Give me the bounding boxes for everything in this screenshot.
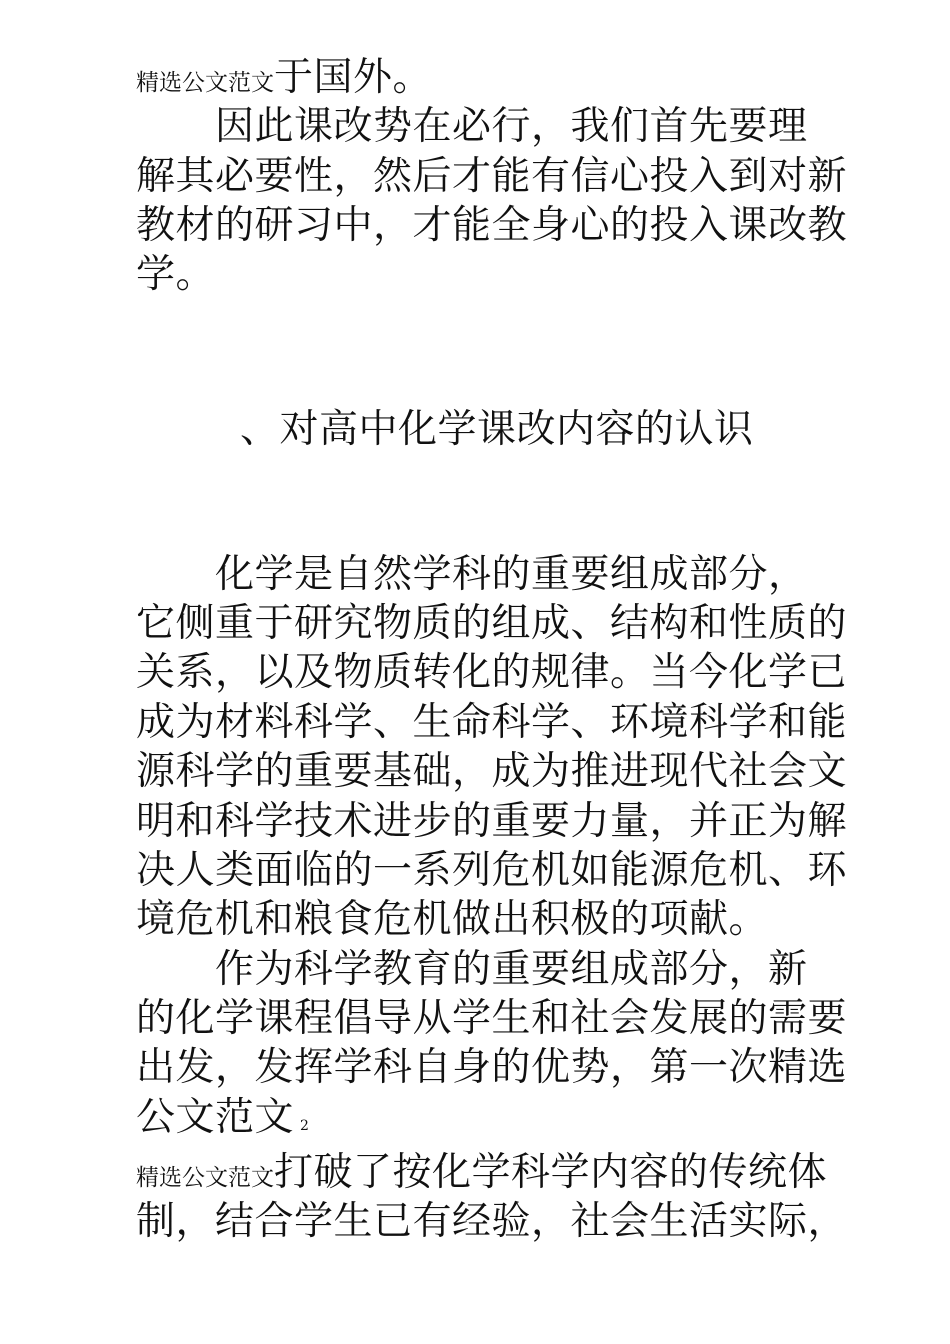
text-line (136, 52, 432, 104)
paragraph-line: 成为材料科学、生命科学、环境科学和能 (136, 700, 848, 745)
text-line (136, 1092, 309, 1144)
page-number: 2 (300, 1118, 310, 1134)
paragraph-line: 关系，以及物质转化的规律。当今化学已 (136, 650, 848, 695)
paragraph-line: 的化学课程倡导从学生和社会发展的需要 (136, 996, 848, 1041)
paragraph-line: 化学是自然学科的重要组成部分， (136, 552, 808, 597)
paragraph-line: 制，结合学生已有经验，社会生活实际， (136, 1199, 848, 1244)
paragraph-line: 因此课改势在必行，我们首先要理 (136, 104, 808, 149)
paragraph-line: 学。 (136, 252, 216, 297)
section-heading: 、对高中化学课改内容的认识 (240, 407, 754, 452)
text-line (136, 1147, 827, 1199)
paragraph-line: 明和科学技术进步的重要力量，并正为解 (136, 799, 848, 844)
paragraph-line: 出发，发挥学科自身的优势，第一次精选 (136, 1045, 848, 1090)
paragraph-line: 作为科学教育的重要组成部分，新 (136, 947, 808, 992)
text-segment: 公文范文 (136, 1095, 295, 1140)
running-header: 精选公文范文 (136, 70, 274, 96)
paragraph-line: 它侧重于研究物质的组成、结构和性质的 (136, 601, 848, 646)
paragraph-line: 教材的研习中，才能全身心的投入课改教 (136, 203, 848, 248)
paragraph-line: 解其必要性，然后才能有信心投入到对新 (136, 154, 848, 199)
running-header: 精选公文范文 (136, 1165, 274, 1191)
text-segment: 打破了按化学科学内容的传统体 (274, 1150, 828, 1195)
paragraph-line: 源科学的重要基础，成为推进现代社会文 (136, 749, 848, 794)
paragraph-line: 境危机和粮食危机做出积极的项献。 (136, 897, 769, 942)
text-segment: 于国外。 (274, 55, 433, 100)
paragraph-line: 决人类面临的一系列危机如能源危机、环 (136, 848, 848, 893)
